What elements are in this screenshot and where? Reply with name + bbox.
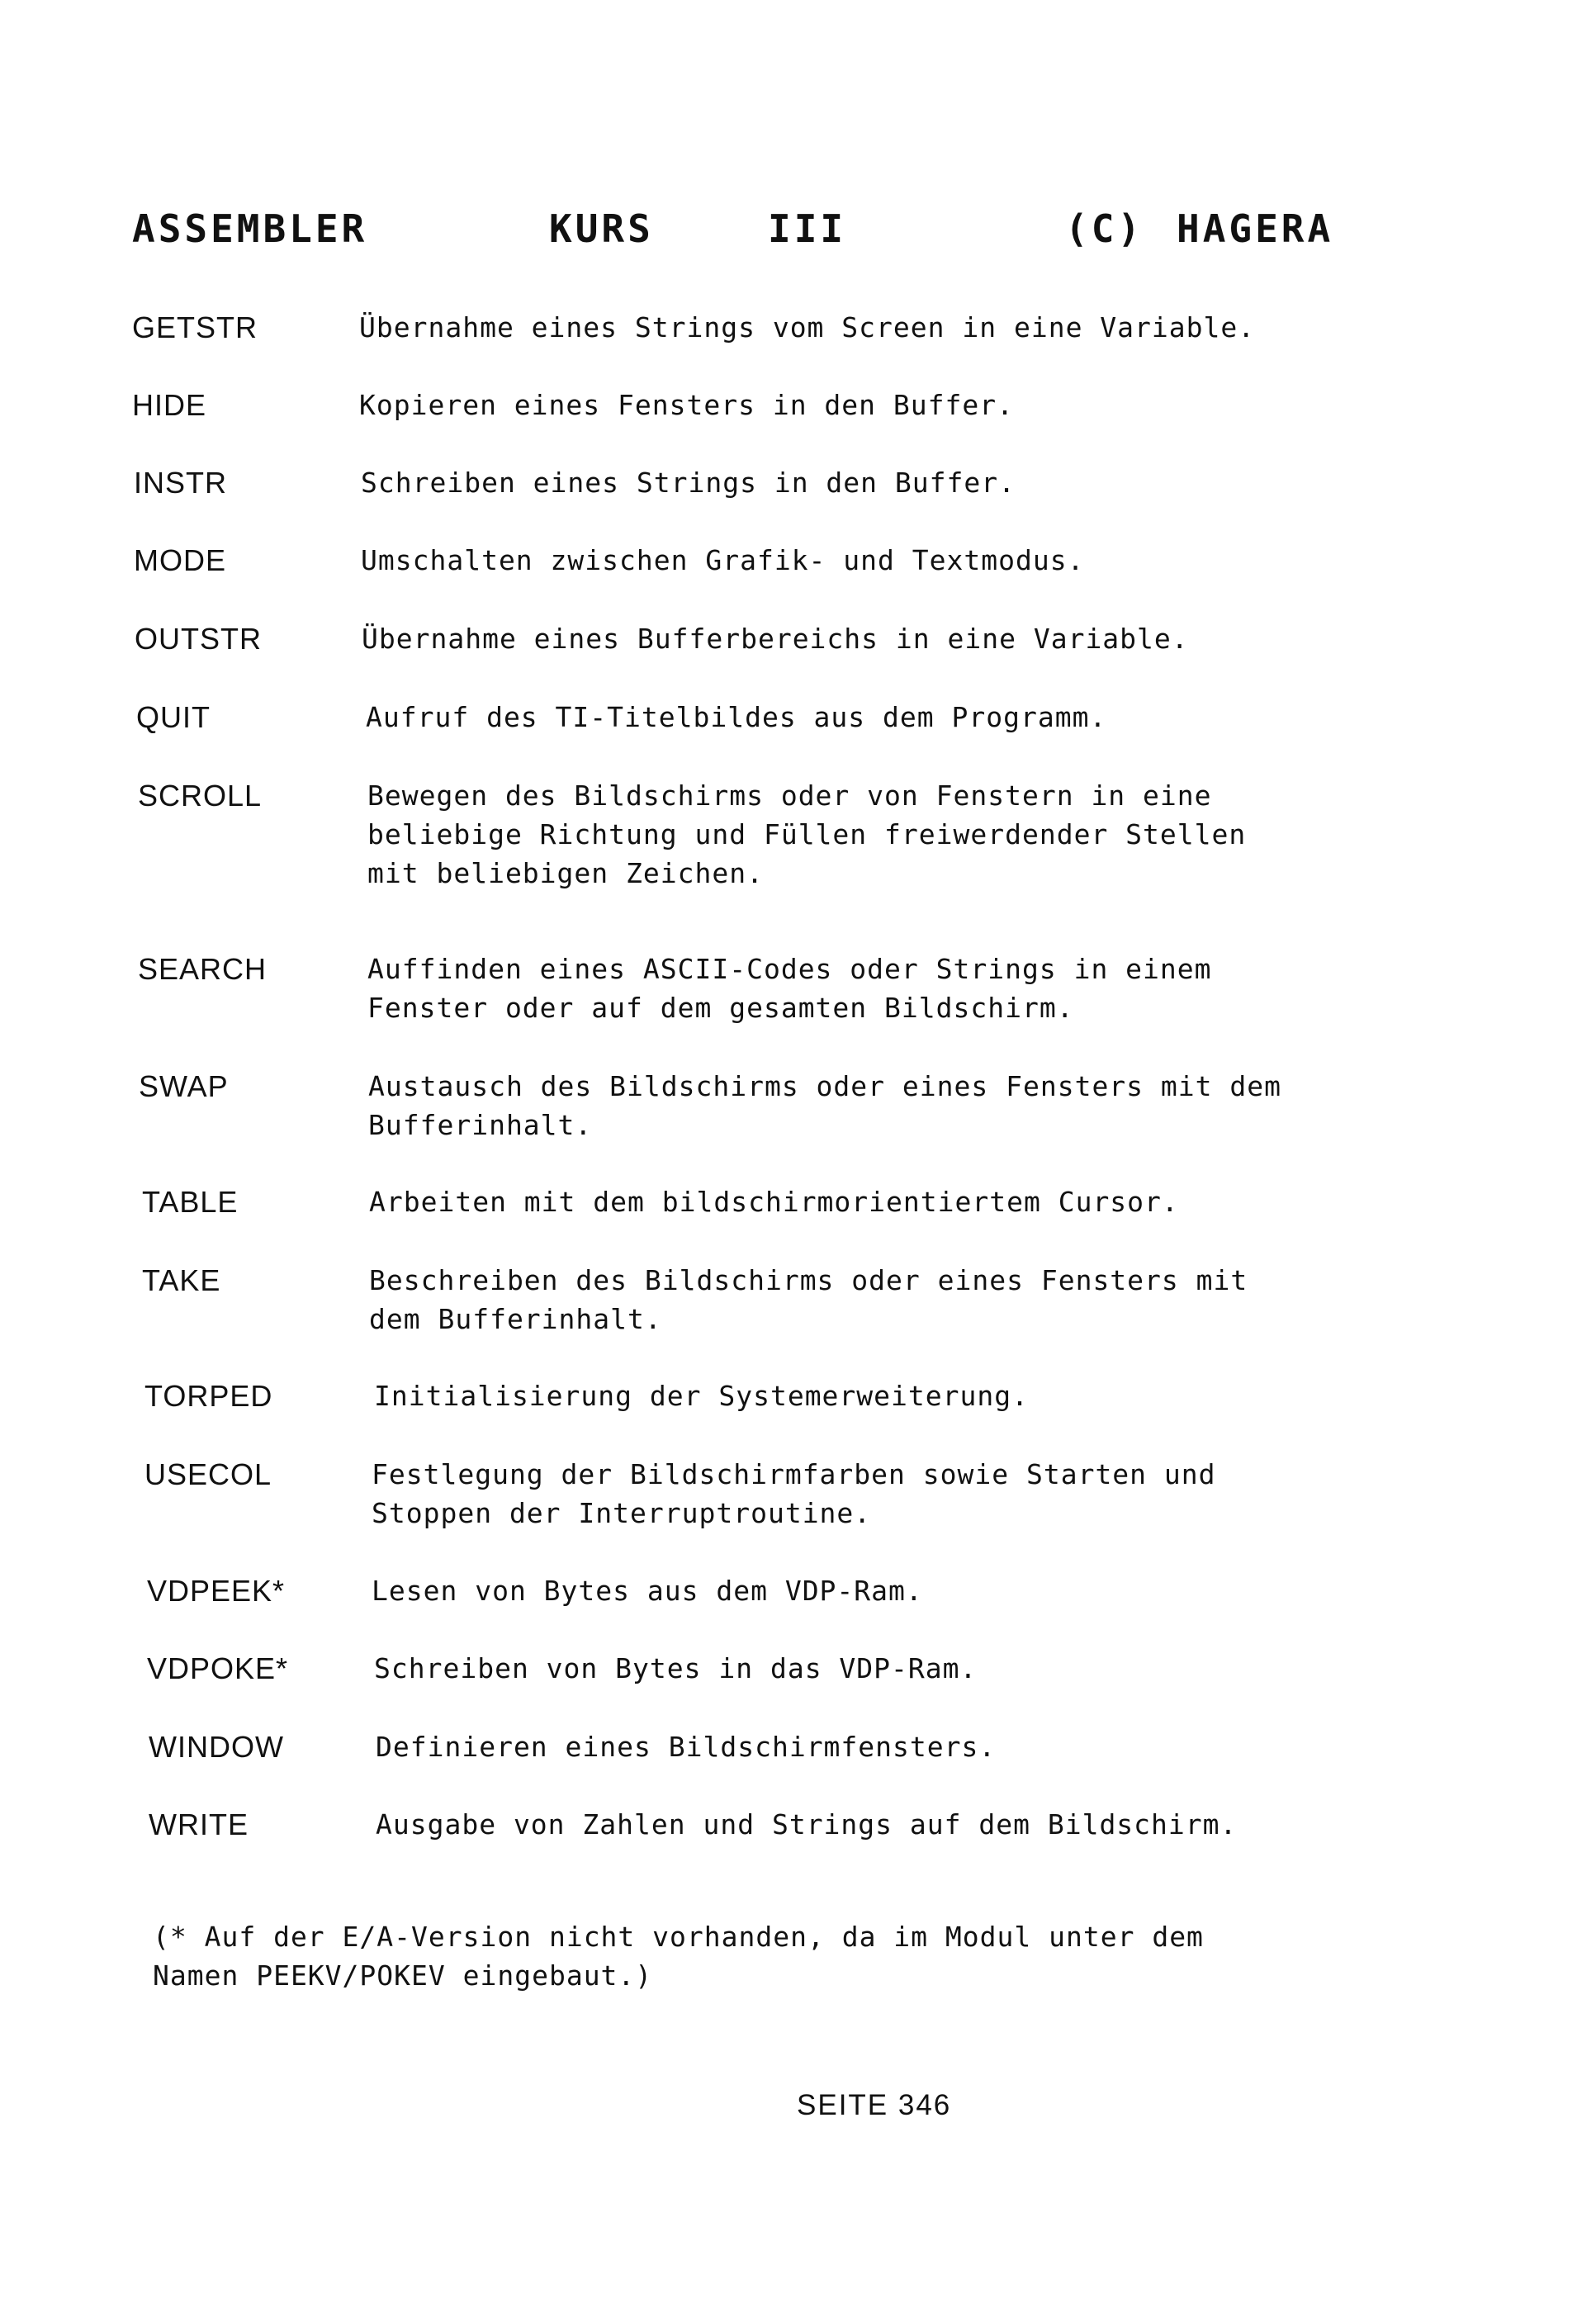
command-description: Definieren eines Bildschirmfensters.: [376, 1731, 997, 1763]
command-name: OUTSTR: [135, 622, 262, 656]
command-name: TORPED: [144, 1379, 273, 1413]
command-description: Schreiben eines Strings in den Buffer.: [361, 467, 1016, 499]
command-description: Lesen von Bytes aus dem VDP-Ram.: [372, 1575, 923, 1607]
command-name: USECOL: [144, 1457, 272, 1491]
page-number: SEITE 346: [797, 2089, 952, 2121]
command-description: Ausgabe von Zahlen und Strings auf dem Bildschirm.: [376, 1808, 1238, 1841]
command-description: Aufruf des TI-Titelbildes aus dem Programm.: [366, 701, 1107, 733]
command-name: SWAP: [139, 1069, 229, 1103]
command-description: Beschreiben des Bildschirms oder eines Fensters mit dem Bufferinhalt.: [369, 1264, 1248, 1335]
command-description: Bewegen des Bildschirms oder von Fenstern in eine beliebige Richtung und Füllen freiwerdender Stellen mit beliebigen Zeichen.: [367, 779, 1247, 889]
page-header: [132, 206, 1453, 256]
command-description: Umschalten zwischen Grafik- und Textmodus.: [361, 544, 1085, 576]
footnote: (* Auf der E/A-Version nicht vorhanden, da im Modul unter dem Namen PEEKV/POKEV eingebaut.): [153, 1921, 1204, 1992]
header-copyright: (C): [1065, 206, 1144, 251]
command-name: VDPOKE*: [147, 1651, 289, 1685]
command-name: TABLE: [142, 1185, 239, 1219]
command-name: SEARCH: [138, 952, 268, 986]
header-numeral: III: [768, 206, 847, 251]
command-description: Austausch des Bildschirms oder eines Fensters mit dem Bufferinhalt.: [368, 1070, 1281, 1141]
header-course: KURS: [549, 206, 654, 251]
command-description: Übernahme eines Strings vom Screen in eine Variable.: [359, 311, 1256, 343]
command-name: WRITE: [149, 1807, 249, 1841]
command-description: Kopieren eines Fensters in den Buffer.: [359, 389, 1014, 421]
command-name: QUIT: [136, 700, 211, 734]
command-description: Festlegung der Bildschirmfarben sowie Starten und Stoppen der Interruptroutine.: [372, 1458, 1216, 1529]
command-description: Schreiben von Bytes in das VDP-Ram.: [374, 1652, 978, 1684]
header-title: ASSEMBLER: [132, 206, 368, 251]
command-description: Arbeiten mit dem bildschirmorientiertem Cursor.: [369, 1186, 1179, 1218]
command-description: Initialisierung der Systemerweiterung.: [374, 1380, 1029, 1412]
command-name: TAKE: [142, 1263, 221, 1297]
command-name: MODE: [134, 543, 226, 577]
command-description: Auffinden eines ASCII-Codes oder Strings in einem Fenster oder auf dem gesamten Bildschirm.: [367, 953, 1212, 1024]
command-description: Übernahme eines Bufferbereichs in eine Variable.: [362, 623, 1189, 655]
command-name: GETSTR: [132, 310, 258, 344]
command-name: WINDOW: [149, 1730, 284, 1764]
header-author: HAGERA: [1177, 206, 1334, 251]
command-name: INSTR: [134, 466, 227, 500]
command-name: SCROLL: [138, 779, 263, 813]
command-name: VDPEEK*: [147, 1574, 286, 1608]
command-name: HIDE: [132, 388, 207, 422]
